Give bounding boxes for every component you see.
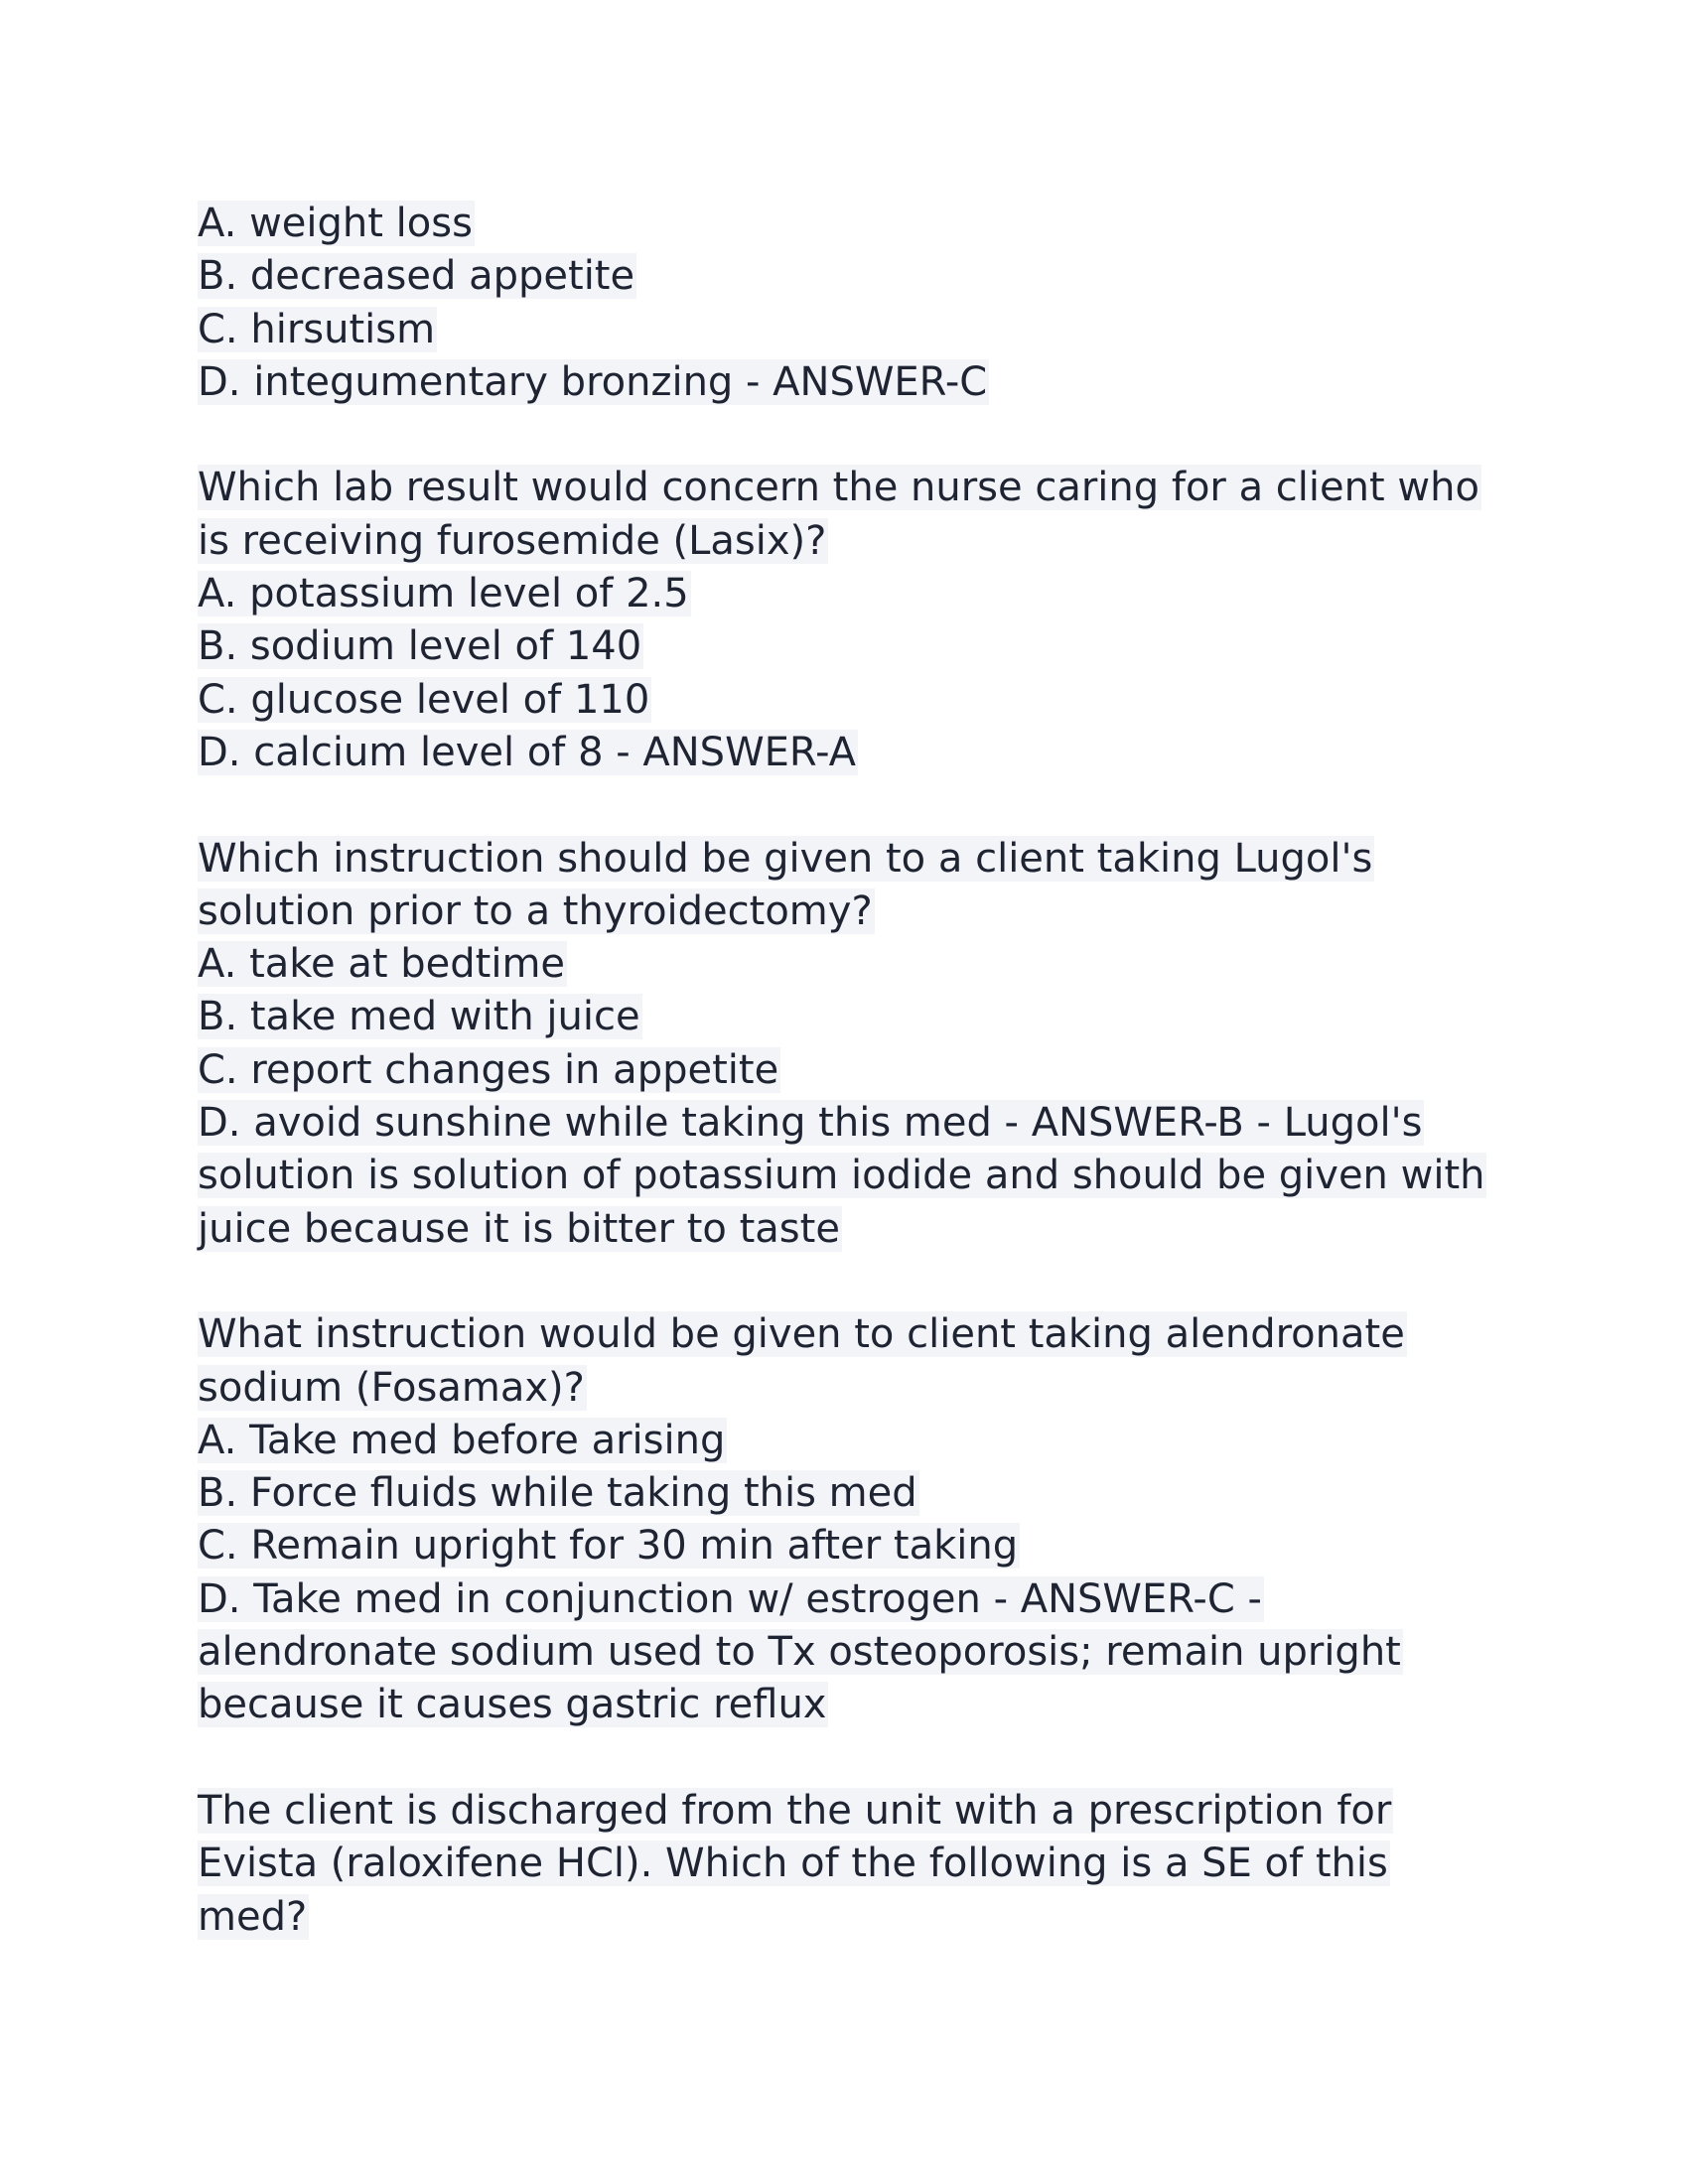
answer-rationale: alendronate sodium used to Tx osteoporosis; remain upright [198, 1629, 1401, 1676]
question-text: med? [198, 1893, 308, 1940]
answer-option: C. glucose level of 110 [198, 676, 650, 723]
answer-rationale: solution is solution of potassium iodide and should be given with [198, 1153, 1485, 1199]
answer-option: D. calcium level of 8 - ANSWER-A [198, 729, 856, 775]
answer-rationale: juice because it is bitter to taste [198, 1205, 840, 1252]
question-block [198, 1785, 1528, 1944]
question-block [198, 462, 1528, 779]
paragraph-spacer [198, 409, 1528, 462]
answer-option: D. integumentary bronzing - ANSWER-C [198, 358, 988, 405]
question-text: Evista (raloxifene HCl). Which of the following is a SE of this [198, 1841, 1388, 1887]
answer-option: C. Remain upright for 30 min after taking [198, 1523, 1019, 1570]
question-text: Which instruction should be given to a client taking Lugol's [198, 835, 1373, 882]
paragraph-spacer [198, 1256, 1528, 1308]
question-text: sodium (Fosamax)? [198, 1364, 585, 1411]
answer-option: C. hirsutism [198, 306, 436, 352]
question-text: is receiving furosemide (Lasix)? [198, 517, 827, 564]
question-text: Which lab result would concern the nurse caring for a client who [198, 465, 1479, 511]
answer-rationale: because it causes gastric reflux [198, 1682, 827, 1728]
answer-option: D. Take med in conjunction w/ estrogen - ANSWER-C - [198, 1575, 1262, 1622]
question-block [198, 833, 1528, 1256]
answer-option: B. Force fluids while taking this med [198, 1470, 917, 1517]
question-text: What instruction would be given to client taking alendronate [198, 1311, 1405, 1358]
answer-option: B. take med with juice [198, 994, 640, 1040]
answer-option: C. report changes in appetite [198, 1046, 779, 1093]
answer-option: A. potassium level of 2.5 [198, 571, 689, 617]
question-text: The client is discharged from the unit with a prescription for [198, 1787, 1392, 1834]
question-text: solution prior to a thyroidectomy? [198, 887, 873, 934]
answer-option: D. avoid sunshine while taking this med - ANSWER-B - Lugol's [198, 1100, 1423, 1147]
answer-option: A. Take med before arising [198, 1417, 726, 1463]
answer-option: A. weight loss [198, 201, 473, 246]
paragraph-spacer [198, 1732, 1528, 1785]
question-block [198, 198, 1528, 409]
question-block [198, 1308, 1528, 1731]
answer-option: B. decreased appetite [198, 253, 635, 300]
document-page [198, 198, 1528, 1944]
paragraph-spacer [198, 779, 1528, 832]
answer-option: A. take at bedtime [198, 941, 566, 988]
answer-option: B. sodium level of 140 [198, 623, 642, 670]
